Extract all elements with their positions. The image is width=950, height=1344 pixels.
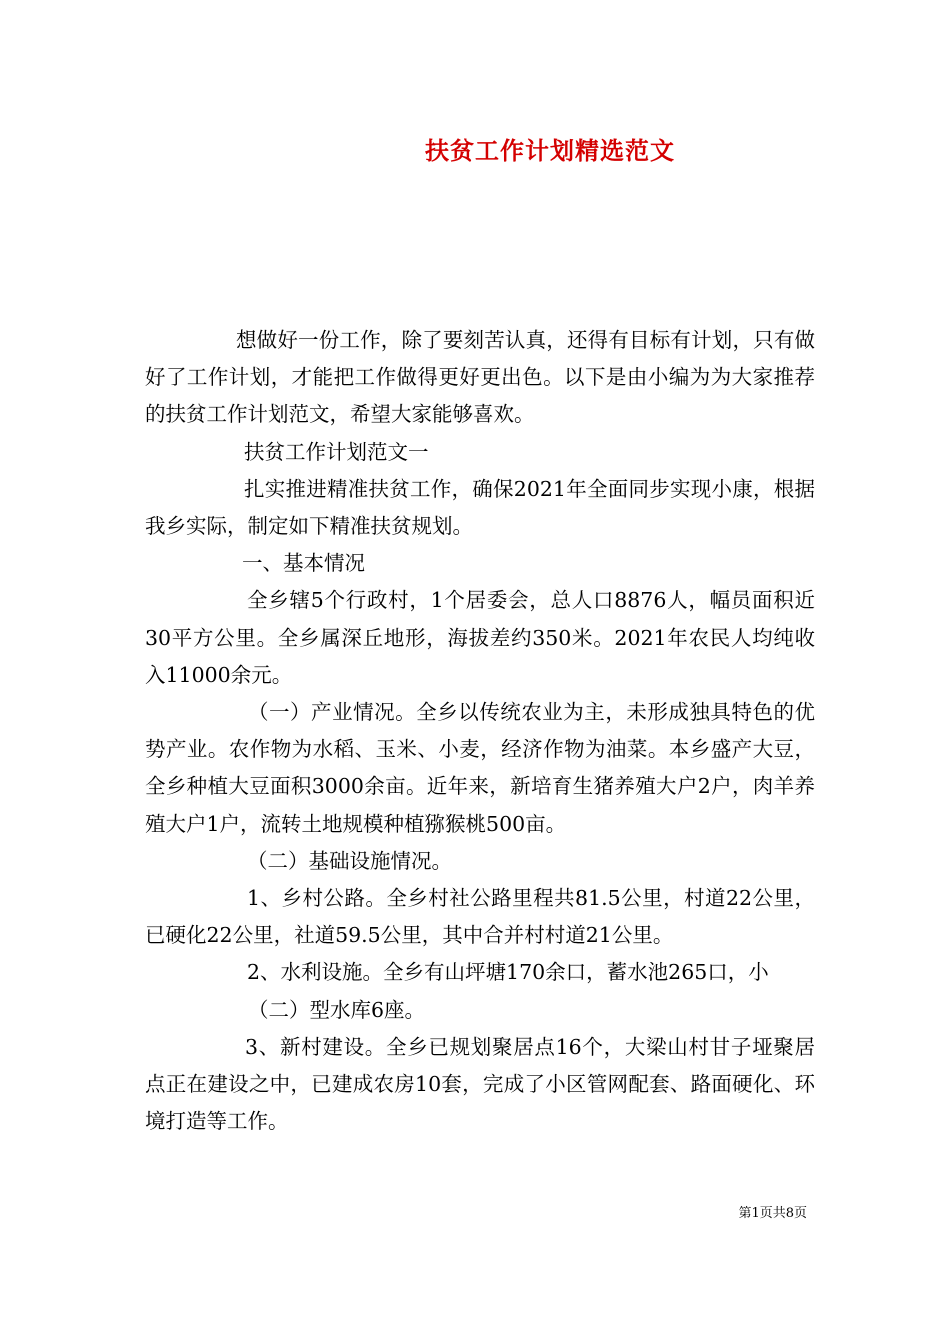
paragraph-roads: 1、乡村公路。全乡村社公路里程共81.5公里，村道22公里，已硬化22公里，社道59.5公里，其中合并村村道21公里。 [145,886,815,948]
section-heading-sample-one: 扶贫工作计划范文一 [244,439,429,464]
intro-paragraph: 想做好一份工作，除了要刻苦认真，还得有目标有计划，只有做好了工作计划，才能把工作做得更好更出色。以下是由小编为为大家推荐的扶贫工作计划范文，希望大家能够喜欢。 [145,328,815,427]
section-heading-basic-situation: 一、基本情况 [242,551,365,576]
subheading-infrastructure: （二）基础设施情况。 [247,848,452,873]
paragraph-industry: （一）产业情况。全乡以传统农业为主，未形成独具特色的优势产业。农作物为水稻、玉米、小麦，经济作物为油菜。本乡盛产大豆，全乡种植大豆面积3000余亩。近年来，新培育生猪养殖大户2户，肉羊养殖大户1户，流转土地规模种植猕猴桃500亩。 [145,700,815,836]
paragraph-purpose: 扎实推进精准扶贫工作，确保2021年全面同步实现小康，根据我乡实际，制定如下精准扶贫规划。 [145,476,815,539]
paragraph-water: 2、水利设施。全乡有山坪塘170余口，蓄水池265口，小 [247,960,769,985]
paragraph-new-village: 3、新村建设。全乡已规划聚居点16个，大梁山村甘子垭聚居点正在建设之中，已建成农房10套，完成了小区管网配套、路面硬化、环境打造等工作。 [145,1034,815,1134]
paragraph-overview: 全乡辖5个行政村，1个居委会，总人口8876人，幅员面积近30平方公里。全乡属深丘地形，海拔差约350米。2021年农民人均纯收入11000余元。 [145,588,815,687]
page-number: 第1页共8页 [738,1206,807,1221]
document-title: 扶贫工作计划精选范文 [425,136,675,165]
paragraph-reservoirs: （二）型水库6座。 [248,997,426,1022]
document-body [145,322,815,1140]
